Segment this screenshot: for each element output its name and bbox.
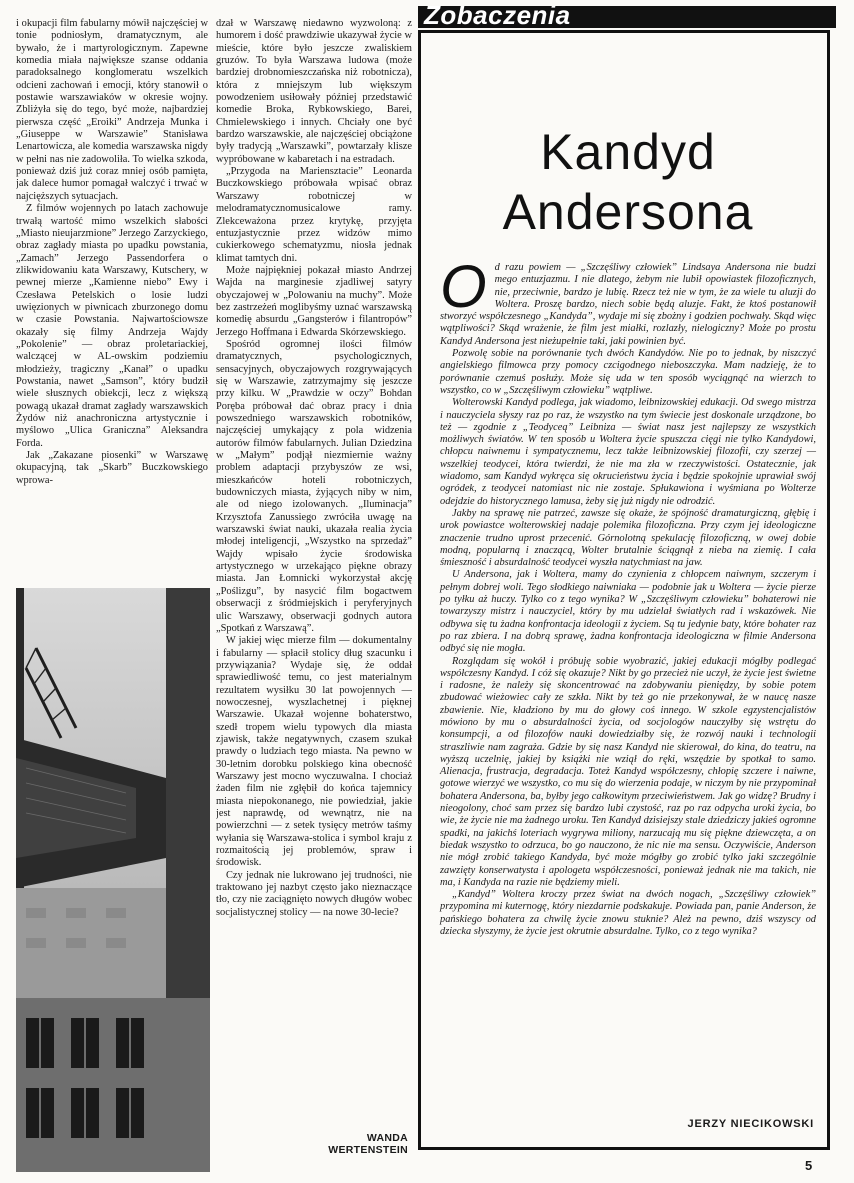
paragraph: Z filmów wojennych po latach zachowuje trwałą wartość mimo wszelkich słabości „Miasto nieujarzmione” Jerzego Zarzyckiego, obraz zagłady miasta po upadku powstania, „Zamach” Jerzego Passendorfera o zlikwidowaniu kata Warszawy, Kutschery, w pewnej mierze „Kamienne niebo” Ewy i Czesława Petelskich o losie ludzi uwięzionych w piwnicach zburzonego domu w czasie Powstania. Najwartościowsze okazały się filmy Andrzeja Wajdy „Pokolenie” — obraz proletariackiej, walczącej w AL-owskim podziemiu młodzieży, tragiczny „Kanał” o upadku Powstania, nawet „Samson”, który budził wiele słusznych obiekcji, lecz z większą powagą ukazał dramat zagłady warszawskich Żydów niż anachroniczna artystycznie i myślowo „Ulica Graniczna” Aleksandra Forda. <box>16 203 208 449</box>
paragraph: Wolterowski Kandyd podlega, jak wiadomo, leibnizowskiej edukacji. Od swego mistrza i nauczyciela słyszy raz po raz, że wszystko na tym świecie jest doskonale urządzone, bo też — zgodnie z „Teodyceą” Leibniza — świat nasz jest najlepszy ze wszystkich możliwych światów. W ten sposób u Woltera życie spuszcza cięgi nie tylko Kandydowi, chłopcu naiwnemu i sympatycznemu, lecz także leibnizowskiej filozofii, czy szerzej — wszelkiej teodycei, która twierdzi, że nie ma zła w rzeczywistości. Ostatecznie, jak wiadomo, sam Kandyd wykręca się okrucieństwu życia i będzie spokojnie uprawiał swój ogródek, z teodycei natomiast nic nie zostaje. Spłukawiona i wyśmiana po Wolterze odejdzie do historycznego lamusa, żeby się już nigdy nie odrodzić. <box>440 397 816 507</box>
paragraph: Pozwolę sobie na porównanie tych dwóch Kandydów. Nie po to jednak, by niszczyć angielskiego filmowca przy pomocy czcigodnego nieboszczyka. Mam nadzieję, że to porównanie czemuś posłuży. Może się uda w ten sposób wyciągnąć na wierzch to wszystko, co w „Szczęśliwym człowieku” wątpliwe. <box>440 348 816 396</box>
paragraph: Czy jednak nie lukrowano jej trudności, nie traktowano jej nazbyt często jako nieznaczące tło, czy nie zaciągnięto nowych długów wobec socjalistycznej stolicy — na nowe 30-lecie? <box>216 869 412 918</box>
paragraph <box>440 253 816 348</box>
author-first-name: WANDA <box>366 1132 408 1144</box>
paragraph: U Andersona, jak i Woltera, mamy do czynienia z chłopcem naiwnym, szczerym i pełnym dobrej woli. Tego słodkiego naiwniaka — podobnie jak u Woltera — życie pierze po tyłku aż huczy. Tylko co z tego wynika? W „Szczęśliwym człowieku” bohaterowi nie towarzyszy mistrz i nauczyciel, który by mu udzielał światłych rad i wskazówek. Nie odbywa się tu żadna konfrontacja ideologii z życiem. Są tu jedynie baty, które bohater raz po raz zbiera. I na dobrą sprawę, żadna konfrontacja ideologiczna w filmie Andersona odbyć się nie mogła. <box>440 569 816 655</box>
section-header-text: Zobaczenia <box>424 6 571 28</box>
section-header-strip <box>418 6 836 28</box>
left-column-1-text <box>16 18 208 576</box>
author-last-name: WERTENSTEIN <box>328 1144 408 1156</box>
article-body <box>440 253 816 938</box>
paragraph: „Kandyd” Woltera kroczy przez świat na dwóch nogach, „Szczęśliwy człowiek” przypomina mi kuternogę, który niezdarnie podskakuje. Powiada pan, panie Anderson, że pańskiego bohatera za chwilę życie znowu stuknie? Ależ na pewno, dziś wszyscy od dziecka słyszymy, że życie jest okrutnie absurdalne. Tylko, co z tego wynika? <box>440 889 816 938</box>
construction-crane-photo <box>16 588 210 1172</box>
paragraph: dzał w Warszawę niedawno wyzwoloną: z humorem i dość prawdziwie ukazywał życie w mieście, które było jeszcze zwaliskiem gruzów. To była Warszawa ludowa (może bardziej drobnomieszczańska niż robotnicza), która z mniejszym lub większym powodzeniem usiłowały później przedstawić komedie Broka, Rybkowskiego, Barei, Chmielewskiego i innych. Chciały one być bardzo warszawskie, ale najczęściej obciążone były tradycją „Warszawki”, powtarzały klisze wypróbowane w kabaretach i na estradach. <box>216 18 412 165</box>
paragraph: „Przygoda na Mariensztacie” Leonarda Buczkowskiego próbowała wpisać obraz Warszawy robotniczej w melodramatycznomusicalowe ramy. Zlekceważona przez krytykę, przyjęta entuzjastycznie przez widzów mimo cukierkowego schematyzmu, niosła jednak klimat tamtych dni. <box>216 166 412 264</box>
paragraph: Spośród ogromnej ilości filmów dramatycznych, psychologicznych, sensacyjnych, obyczajowych rozgrywających się w Warszawie, zatrzymajmy się jeszcze przy kilku. W „Prawdzie w oczy” Bohdan Poręba próbował dać obraz pracy i dnia powszedniego warszawskich robotników, najczęściej umykający z pola widzenia autorów filmów fabularnych. Julian Dziedzina w „Małym” podjął niezmiernie ważny problem adaptacji przybyszów ze wsi, mieszkańców hoteli robotniczych, budowniczych miasta, żyjących niby w nim, ale od niego izolowanych. „Iluminacja” Krzysztofa Zanussiego zwróciła uwagę na warszawski świat nauki, ukazała realia życia młodej inteligencji, „Wszystko na sprzedaż” Wajdy wpisało życie środowiska artystycznego w urzekająco piękne obrazy miasta. Jan Łomnicki wykorzystał akcję „Poślizgu”, by nasycić film bogactwem obserwacji z śródmiejskich i peryferyjnych ulic Warszawy, obserwacji godnych autora „Spotkań z Warszawą”. <box>216 338 412 634</box>
paragraph: Jak „Zakazane piosenki” w Warszawę okupacyjną, tak „Skarb” Buczkowskiego wprowa- <box>16 450 208 486</box>
drop-cap: O <box>440 253 487 320</box>
title-line-1: Kandyd <box>540 124 716 180</box>
paragraph-text: d razu powiem — „Szczęśliwy człowiek” Lindsaya Andersona nie budzi mego entuzjazmu. I nie dlatego, żebym nie lubił opowiastek filozoficznych, nie, przeciwnie, bardzo je lubię. Rzecz też nie w tym, że za wiele tu aluzji do Woltera. Proszę bardzo, niech sobie będą aluzje. Fakt, że ktoś postanowił stworzyć współczesnego „Kandyda”, wydaje mi się zbożny i godzien pochwały. Skąd więc wątpliwości? Skąd wrażenie, że film jest miałki, rozlazły, nielogiczny? Może po prostu Kandyd Andersona jest nieżupełnie taki, jaki powinien być. <box>440 262 816 347</box>
left-column-1 <box>16 18 208 576</box>
article-title <box>432 122 824 242</box>
paragraph: W jakiej więc mierze film — dokumentalny i fabularny — spłacił stolicy dług szacunku i przywiązania? Wydaje się, że oddał sprawiedliwość temu, co jest materialnym rezultatem wysiłku 30 lat powojennych — nowoczesnej, wyszlachetnej i pięknej Warszawie. Ukazał wojenne bohaterstwo, szedł tropem wielu typowych dla miasta zjawisk, także negatywnych, czasem szukał prawdy o ludziach tego miasta. Na pewno w 30-letnim dorobku polskiego kina obecność Warszawy jest mocno wyczuwalna. I chociaż żaden film nie zgłębił do końca tajemnicy miasta niepokonanego, nie powiedział, jakie jest naprawdę, od wewnątrz, nie na powierzchni — z setek tysięcy metrów taśmy wyłania się Warszawa-stolica i symbol kraju z rozmaitością jej problemów, spraw i środowisk. <box>216 635 412 869</box>
paragraph: Rozglądam się wokół i próbuję sobie wyobrazić, jakiej edukacji mógłby podlegać współczesny Kandyd. I cóż się okazuje? Nikt by go przecież nie uczył, że życie jest świetne i radosne, że należy się skoncentrować na zdobywaniu pieniędzy, by sobie potem zbudować wieżowiec cały ze szkła. Nikt by też go nie przekonywał, że w naucę nasze zbawienie. Nie, kładziono by mu do głowy coś innego. W szkole egzystencjalistów mówiono by mu o absurdalności życia, od socjologów nauczyłby się wstrętu do konsumpcji, a od filozofów nauki dowiedziałby się, że rozwój nauki i technologii straszliwie nam zagraża. Gdzie by się nasz Kandyd nie skierował, do kina, do teatru, na wyższą uczelnię, jakiej by książki nie wziął do ręki, wszędzie by spotkał to samo. Alienacja, frustracja, degradacja. Toteż Kandyd współczesny, chłopię szczere i naiwne, gotowe wierzyć we wszystko, co mu się do wierzenia podaje, w niczym by nie przypominał bohatera Andersona, ba, byłby jego całkowitym przeciwieństwem. Jak go widzę? Brudny i nieogolony, choć sam przez się bardzo lubi czystość, raz po raz odpycha uroki życia, bo wie, że życie nie ma żadnego uroku. Ten Kandyd dzisiejszy stale dziedziczy jakieś ogromne spadki, na jakichś loteriach wygrywa miliony, narzucają mu się piękne dziewczęta, a on biedak wszystko to odrzuca, bo go nauczono, że nic nie ma sensu. Oczywiście, Anderson nie mógł zrobić takiego Kandyda, być może mógłby go zrobić tylko jaki szczególnie zawzięty konserwatysta i apologeta współczesności, ponieważ jednak nie ma takich, nie ma, i Kandyda na razie nie będziemy mieli. <box>440 655 816 888</box>
author-byline-right: JERZY NIECIKOWSKI <box>687 1118 814 1130</box>
author-byline-left <box>316 1132 408 1156</box>
left-column-2-text <box>216 18 412 1078</box>
paragraph: i okupacji film fabularny mówił najczęściej w tonie podniosłym, dramatycznym, ale bywało, że i martyrologicznym. Zapewne komedia miała największe szanse oddania paradoksalnego konglomeratu wszelkich odcieni zachowań i emocji, który stanowił o postawie warszawiaków w okresie wojny. Zbliżyła się do tego, być może, najbardziej pierwsza część „Eroiki” Andrzeja Munka i „Giuseppe w Warszawie” Stanisława Lenartowicza, ale komedia warszawska nigdy w pełni nas nie zadowoliła. To wielka szkoda, ponieważ dziś już coraz mniej osób pamięta, jak dalece humor pomagał walczyć i trwać w najcięższych sytuacjach. <box>16 18 208 202</box>
left-column-2 <box>216 18 412 1078</box>
title-line-2: Andersona <box>502 184 754 240</box>
paragraph: Jakby na sprawę nie patrzeć, zawsze się okaże, że spójność dramaturgiczną, głębię i urok powiastce wolterowskiej nadaje polemika filozoficzna. Przy czym jej ideologiczne znaczenie trudno uprost przecenić. Górnolotną spekulację filozoficzną, w owej dobie modną, popularną i znaczącą, Wolter brutalnie ściągnął z nieba na ziemię. I cała śmieszność i absurdalność teodycei wyszła natychmiast na jaw. <box>440 507 816 569</box>
paragraph: Może najpiękniej pokazał miasto Andrzej Wajda na marginesie zjadliwej satyry obyczajowej w „Polowaniu na muchy”. Może bez zastrzeżeń moglibyśmy uznać warszawską komedię absurdu „Gangsterów i filantropów” Jerzego Hoffmana i Edwarda Skórzewskiego. <box>216 264 412 338</box>
photo-illustration <box>16 588 210 1172</box>
page-number: 5 <box>805 1158 813 1173</box>
